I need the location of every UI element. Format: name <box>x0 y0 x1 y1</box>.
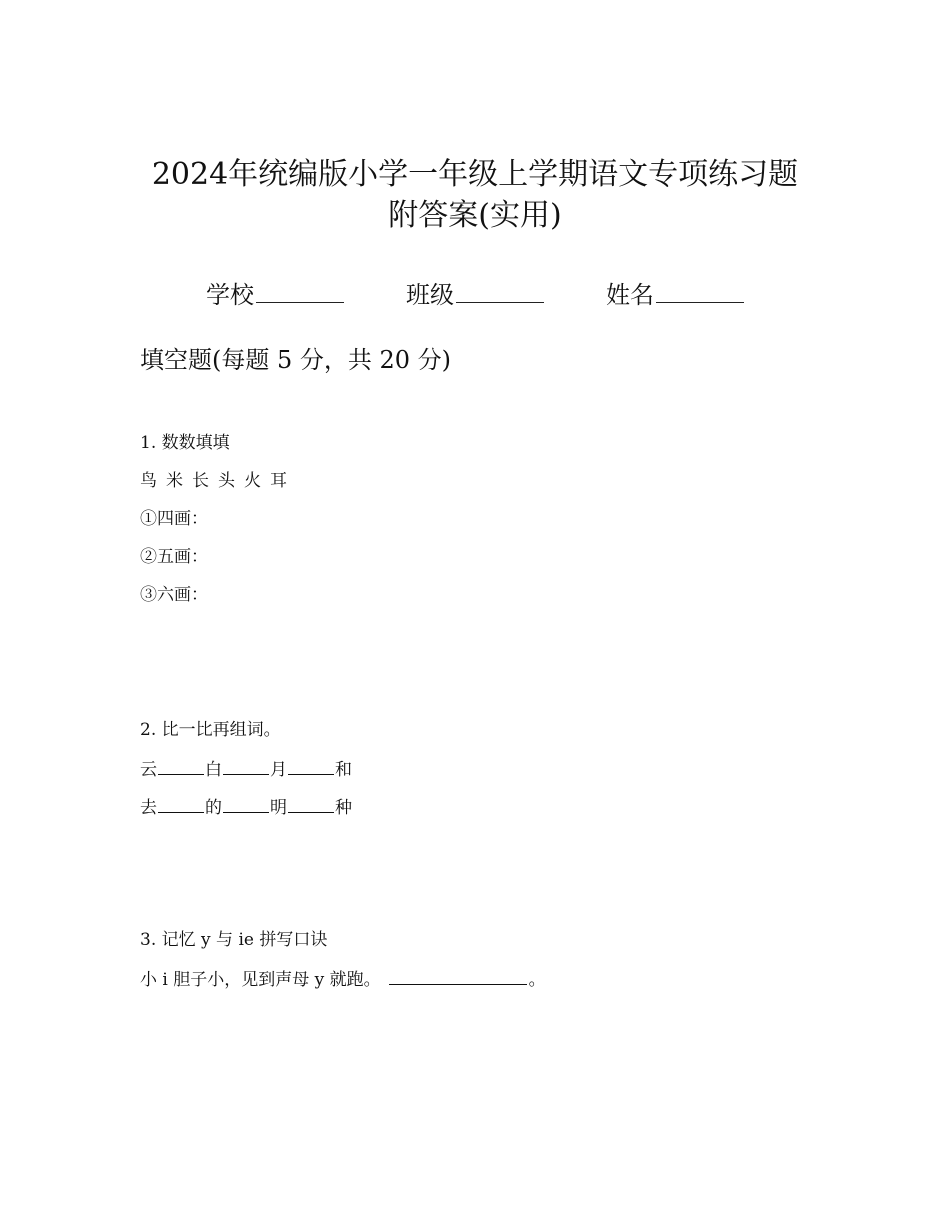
compare-character: 明 <box>270 798 287 818</box>
compare-character: 和 <box>335 760 352 780</box>
answer-blank[interactable] <box>389 966 527 985</box>
character: 米 <box>166 471 183 491</box>
question-3-sentence: 小 i 胆子小，见到声母 y 就跑。 <box>140 970 381 990</box>
class-label: 班级 <box>406 281 454 309</box>
character: 头 <box>218 471 235 491</box>
school-field <box>206 276 344 313</box>
compare-character: 去 <box>140 798 157 818</box>
question-1-item-six-strokes: ③六画： <box>140 585 208 605</box>
question-2-prompt: 2. 比一比再组词。 <box>140 720 281 740</box>
compare-character: 的 <box>205 798 222 818</box>
question-1-prompt: 1. 数数填填 <box>140 433 230 453</box>
word-blank[interactable] <box>158 756 204 775</box>
class-field <box>406 276 544 313</box>
question-1-characters <box>140 469 296 493</box>
question-3-sentence-line <box>140 966 546 992</box>
name-label: 姓名 <box>606 281 654 309</box>
character: 长 <box>192 471 209 491</box>
question-1-item-five-strokes: ②五画： <box>140 547 208 567</box>
question-2-row-1 <box>140 756 352 782</box>
word-blank[interactable] <box>223 756 269 775</box>
question-2-row-2 <box>140 794 352 820</box>
sentence-end-mark: 。 <box>528 970 546 990</box>
question-3-prompt: 3. 记忆 y 与 ie 拼写口诀 <box>140 930 328 950</box>
question-1-item-four-strokes: ①四画： <box>140 509 208 529</box>
character: 耳 <box>270 471 287 491</box>
character: 鸟 <box>140 471 157 491</box>
word-blank[interactable] <box>288 756 334 775</box>
word-blank[interactable] <box>158 794 204 813</box>
page-title: 2024年统编版小学一年级上学期语文专项练习题 <box>151 157 799 192</box>
name-blank[interactable] <box>656 276 744 303</box>
word-blank[interactable] <box>223 794 269 813</box>
word-blank[interactable] <box>288 794 334 813</box>
character: 火 <box>244 471 261 491</box>
school-label: 学校 <box>206 281 254 309</box>
compare-character: 白 <box>205 760 222 780</box>
compare-character: 种 <box>335 798 352 818</box>
student-info-row <box>0 276 950 312</box>
name-field <box>606 276 744 313</box>
compare-character: 月 <box>270 760 287 780</box>
class-blank[interactable] <box>456 276 544 303</box>
section-heading: 填空题(每题 5 分，共 20 分) <box>140 346 452 374</box>
page-subtitle: 附答案(实用) <box>388 198 562 233</box>
school-blank[interactable] <box>256 276 344 303</box>
compare-character: 云 <box>140 760 157 780</box>
